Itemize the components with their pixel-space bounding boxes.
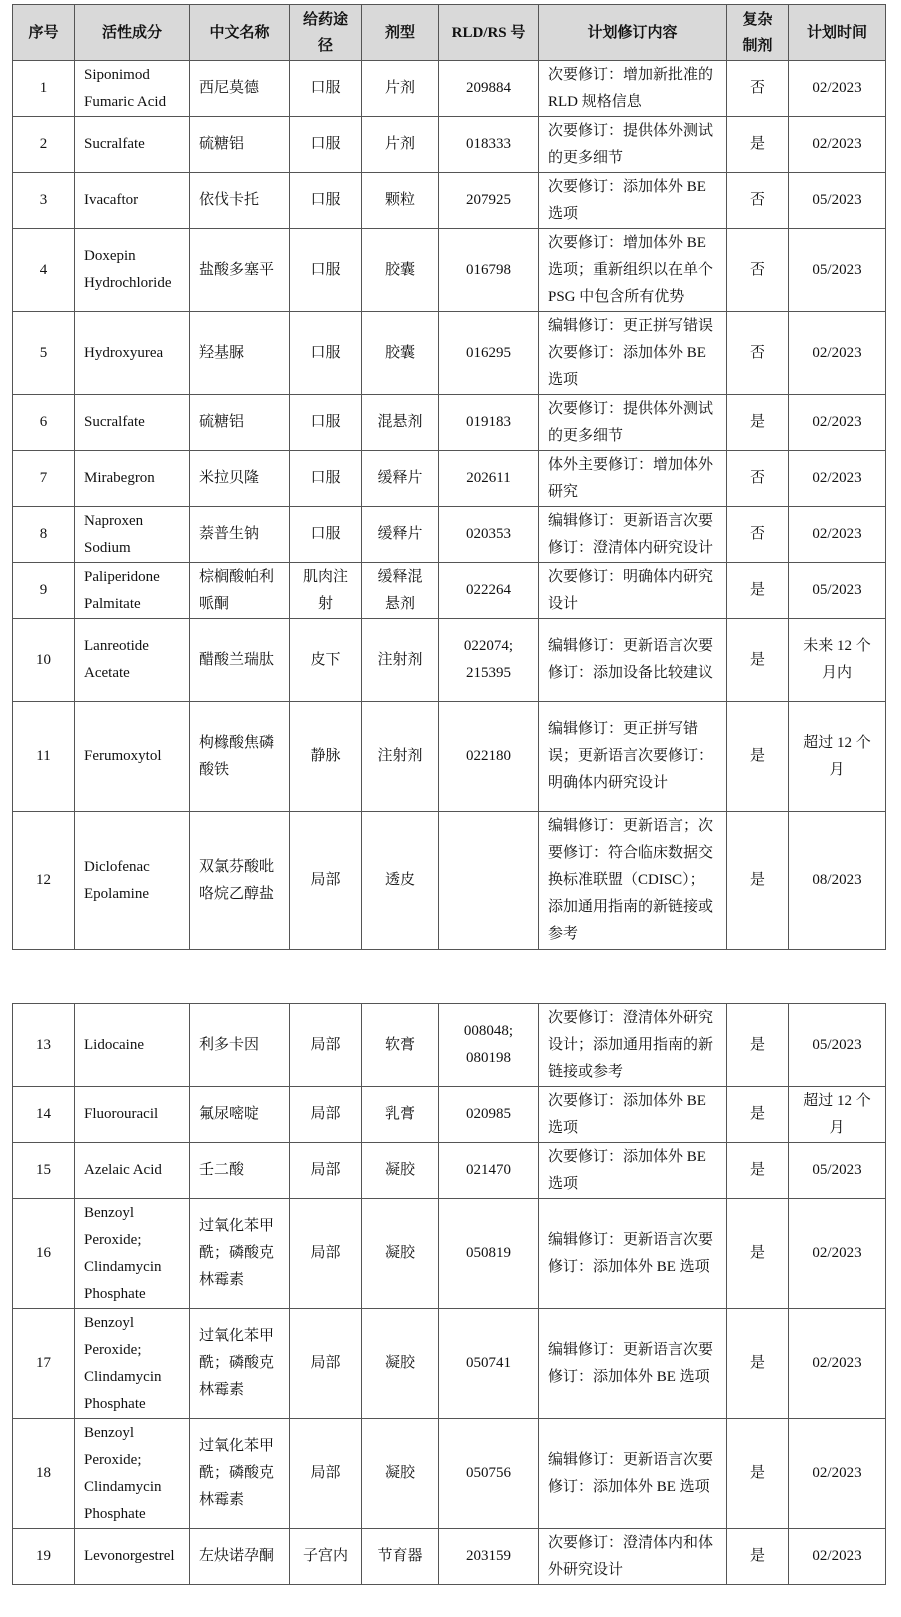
header-cell: 中文名称 xyxy=(190,5,290,61)
table-row xyxy=(13,395,886,451)
complex-product: 是 xyxy=(727,117,789,173)
route: 肌肉注射 xyxy=(290,563,362,619)
planned-date: 05/2023 xyxy=(789,229,886,312)
rld-number: 022180 xyxy=(439,702,539,812)
header-cell: RLD/RS 号 xyxy=(439,5,539,61)
chinese-name: 硫糖铝 xyxy=(190,117,290,173)
row-number: 13 xyxy=(13,1004,75,1087)
route: 局部 xyxy=(290,1309,362,1419)
dosage-form: 胶囊 xyxy=(362,312,439,395)
complex-product: 否 xyxy=(727,61,789,117)
dosage-form: 注射剂 xyxy=(362,702,439,812)
complex-product: 否 xyxy=(727,507,789,563)
planned-date: 超过 12 个月 xyxy=(789,702,886,812)
revision-content: 编辑修订：更新语言次要修订：添加体外 BE 选项 xyxy=(539,1309,727,1419)
row-number: 1 xyxy=(13,61,75,117)
row-number: 14 xyxy=(13,1087,75,1143)
row-number: 16 xyxy=(13,1199,75,1309)
rld-number: 209884 xyxy=(439,61,539,117)
dosage-form: 凝胶 xyxy=(362,1419,439,1529)
complex-product: 是 xyxy=(727,1199,789,1309)
dosage-form: 混悬剂 xyxy=(362,395,439,451)
route: 口服 xyxy=(290,312,362,395)
table-row xyxy=(13,507,886,563)
header-cell: 序号 xyxy=(13,5,75,61)
chinese-name: 硫糖铝 xyxy=(190,395,290,451)
dosage-form: 缓释混悬剂 xyxy=(362,563,439,619)
complex-product: 是 xyxy=(727,1143,789,1199)
row-number: 6 xyxy=(13,395,75,451)
route: 口服 xyxy=(290,61,362,117)
active-ingredient: Mirabegron xyxy=(75,451,190,507)
revision-content: 次要修订：添加体外 BE 选项 xyxy=(539,173,727,229)
revision-content: 次要修订：明确体内研究设计 xyxy=(539,563,727,619)
revision-content: 编辑修订：更新语言次要修订：澄清体内研究设计 xyxy=(539,507,727,563)
complex-product: 是 xyxy=(727,1004,789,1087)
complex-product: 是 xyxy=(727,1087,789,1143)
active-ingredient: Benzoyl Peroxide; Clindamycin Phosphate xyxy=(75,1199,190,1309)
route: 局部 xyxy=(290,812,362,950)
planned-date: 02/2023 xyxy=(789,312,886,395)
route: 局部 xyxy=(290,1087,362,1143)
dosage-form: 节育器 xyxy=(362,1529,439,1585)
psg-revision-table-part-2 xyxy=(12,1003,886,1585)
chinese-name: 羟基脲 xyxy=(190,312,290,395)
dosage-form: 透皮 xyxy=(362,812,439,950)
chinese-name: 醋酸兰瑞肽 xyxy=(190,619,290,702)
dosage-form: 片剂 xyxy=(362,117,439,173)
header-cell: 活性成分 xyxy=(75,5,190,61)
rld-number: 022264 xyxy=(439,563,539,619)
table-row xyxy=(13,1309,886,1419)
rld-number: 021470 xyxy=(439,1143,539,1199)
dosage-form: 乳膏 xyxy=(362,1087,439,1143)
revision-content: 编辑修订：更正拼写错误次要修订：添加体外 BE 选项 xyxy=(539,312,727,395)
table-row xyxy=(13,812,886,950)
row-number: 15 xyxy=(13,1143,75,1199)
complex-product: 是 xyxy=(727,619,789,702)
planned-date: 05/2023 xyxy=(789,173,886,229)
planned-date: 02/2023 xyxy=(789,395,886,451)
rld-number: 050741 xyxy=(439,1309,539,1419)
revision-content: 次要修订：增加体外 BE 选项；重新组织以在单个 PSG 中包含所有优势 xyxy=(539,229,727,312)
row-number: 8 xyxy=(13,507,75,563)
active-ingredient: Fluorouracil xyxy=(75,1087,190,1143)
active-ingredient: Naproxen Sodium xyxy=(75,507,190,563)
header-cell: 给药途径 xyxy=(290,5,362,61)
header-cell: 计划时间 xyxy=(789,5,886,61)
chinese-name: 过氧化苯甲酰；磷酸克林霉素 xyxy=(190,1419,290,1529)
active-ingredient: Siponimod Fumaric Acid xyxy=(75,61,190,117)
route: 口服 xyxy=(290,229,362,312)
dosage-form: 凝胶 xyxy=(362,1143,439,1199)
chinese-name: 过氧化苯甲酰；磷酸克林霉素 xyxy=(190,1199,290,1309)
planned-date: 02/2023 xyxy=(789,451,886,507)
chinese-name: 依伐卡托 xyxy=(190,173,290,229)
table-row xyxy=(13,312,886,395)
complex-product: 否 xyxy=(727,451,789,507)
row-number: 9 xyxy=(13,563,75,619)
revision-content: 编辑修订：更新语言次要修订：添加体外 BE 选项 xyxy=(539,1199,727,1309)
row-number: 3 xyxy=(13,173,75,229)
revision-content: 次要修订：添加体外 BE 选项 xyxy=(539,1143,727,1199)
dosage-form: 凝胶 xyxy=(362,1309,439,1419)
complex-product: 是 xyxy=(727,563,789,619)
revision-content: 次要修订：提供体外测试的更多细节 xyxy=(539,117,727,173)
planned-date: 超过 12 个月 xyxy=(789,1087,886,1143)
table-row xyxy=(13,1004,886,1087)
revision-content: 编辑修订：更新语言；次要修订：符合临床数据交换标准联盟（CDISC）；添加通用指南的新链接或参考 xyxy=(539,812,727,950)
planned-date: 02/2023 xyxy=(789,117,886,173)
active-ingredient: Diclofenac Epolamine xyxy=(75,812,190,950)
rld-number: 022074; 215395 xyxy=(439,619,539,702)
rld-number: 019183 xyxy=(439,395,539,451)
dosage-form: 缓释片 xyxy=(362,451,439,507)
active-ingredient: Paliperidone Palmitate xyxy=(75,563,190,619)
revision-content: 体外主要修订：增加体外研究 xyxy=(539,451,727,507)
chinese-name: 棕榈酸帕利哌酮 xyxy=(190,563,290,619)
planned-date: 08/2023 xyxy=(789,812,886,950)
active-ingredient: Doxepin Hydrochloride xyxy=(75,229,190,312)
route: 局部 xyxy=(290,1004,362,1087)
rld-number: 020353 xyxy=(439,507,539,563)
route: 局部 xyxy=(290,1143,362,1199)
complex-product: 是 xyxy=(727,812,789,950)
revision-content: 次要修订：提供体外测试的更多细节 xyxy=(539,395,727,451)
planned-date: 05/2023 xyxy=(789,1143,886,1199)
rld-number: 020985 xyxy=(439,1087,539,1143)
planned-date: 02/2023 xyxy=(789,1529,886,1585)
rld-number: 207925 xyxy=(439,173,539,229)
table-row xyxy=(13,619,886,702)
route: 口服 xyxy=(290,395,362,451)
row-number: 4 xyxy=(13,229,75,312)
header-cell: 计划修订内容 xyxy=(539,5,727,61)
complex-product: 否 xyxy=(727,229,789,312)
revision-content: 次要修订：澄清体外研究设计；添加通用指南的新链接或参考 xyxy=(539,1004,727,1087)
planned-date: 02/2023 xyxy=(789,1419,886,1529)
row-number: 17 xyxy=(13,1309,75,1419)
rld-number: 050756 xyxy=(439,1419,539,1529)
complex-product: 是 xyxy=(727,1309,789,1419)
route: 口服 xyxy=(290,451,362,507)
row-number: 7 xyxy=(13,451,75,507)
complex-product: 否 xyxy=(727,173,789,229)
rld-number: 018333 xyxy=(439,117,539,173)
chinese-name: 米拉贝隆 xyxy=(190,451,290,507)
route: 子宫内 xyxy=(290,1529,362,1585)
rld-number: 016798 xyxy=(439,229,539,312)
header-cell: 剂型 xyxy=(362,5,439,61)
revision-content: 次要修订：澄清体内和体外研究设计 xyxy=(539,1529,727,1585)
active-ingredient: Hydroxyurea xyxy=(75,312,190,395)
rld-number xyxy=(439,812,539,950)
route: 皮下 xyxy=(290,619,362,702)
psg-revision-table-part-1 xyxy=(12,4,886,950)
table-row xyxy=(13,702,886,812)
active-ingredient: Levonorgestrel xyxy=(75,1529,190,1585)
dosage-form: 胶囊 xyxy=(362,229,439,312)
rld-number: 203159 xyxy=(439,1529,539,1585)
table-row xyxy=(13,1087,886,1143)
row-number: 11 xyxy=(13,702,75,812)
rld-number: 008048; 080198 xyxy=(439,1004,539,1087)
table-row xyxy=(13,563,886,619)
row-number: 5 xyxy=(13,312,75,395)
route: 静脉 xyxy=(290,702,362,812)
dosage-form: 注射剂 xyxy=(362,619,439,702)
table-row xyxy=(13,1199,886,1309)
revision-content: 次要修订：添加体外 BE 选项 xyxy=(539,1087,727,1143)
planned-date: 02/2023 xyxy=(789,61,886,117)
route: 口服 xyxy=(290,173,362,229)
active-ingredient: Azelaic Acid xyxy=(75,1143,190,1199)
table-row xyxy=(13,229,886,312)
planned-date: 02/2023 xyxy=(789,1199,886,1309)
complex-product: 否 xyxy=(727,312,789,395)
chinese-name: 壬二酸 xyxy=(190,1143,290,1199)
table-row xyxy=(13,173,886,229)
revision-content: 编辑修订：更正拼写错误；更新语言次要修订：明确体内研究设计 xyxy=(539,702,727,812)
active-ingredient: Ferumoxytol xyxy=(75,702,190,812)
dosage-form: 片剂 xyxy=(362,61,439,117)
rld-number: 050819 xyxy=(439,1199,539,1309)
table-row xyxy=(13,117,886,173)
active-ingredient: Benzoyl Peroxide; Clindamycin Phosphate xyxy=(75,1309,190,1419)
row-number: 12 xyxy=(13,812,75,950)
row-number: 2 xyxy=(13,117,75,173)
active-ingredient: Ivacaftor xyxy=(75,173,190,229)
table-row xyxy=(13,61,886,117)
chinese-name: 过氧化苯甲酰；磷酸克林霉素 xyxy=(190,1309,290,1419)
complex-product: 是 xyxy=(727,1419,789,1529)
chinese-name: 左炔诺孕酮 xyxy=(190,1529,290,1585)
active-ingredient: Lanreotide Acetate xyxy=(75,619,190,702)
route: 口服 xyxy=(290,117,362,173)
planned-date: 02/2023 xyxy=(789,507,886,563)
dosage-form: 软膏 xyxy=(362,1004,439,1087)
rld-number: 202611 xyxy=(439,451,539,507)
dosage-form: 缓释片 xyxy=(362,507,439,563)
revision-content: 次要修订：增加新批准的RLD 规格信息 xyxy=(539,61,727,117)
chinese-name: 西尼莫德 xyxy=(190,61,290,117)
table-row xyxy=(13,1143,886,1199)
rld-number: 016295 xyxy=(439,312,539,395)
planned-date: 05/2023 xyxy=(789,563,886,619)
active-ingredient: Lidocaine xyxy=(75,1004,190,1087)
chinese-name: 盐酸多塞平 xyxy=(190,229,290,312)
active-ingredient: Sucralfate xyxy=(75,117,190,173)
complex-product: 是 xyxy=(727,702,789,812)
dosage-form: 凝胶 xyxy=(362,1199,439,1309)
table-row xyxy=(13,451,886,507)
row-number: 19 xyxy=(13,1529,75,1585)
complex-product: 是 xyxy=(727,1529,789,1585)
revision-content: 编辑修订：更新语言次要修订：添加设备比较建议 xyxy=(539,619,727,702)
header-cell: 复杂制剂 xyxy=(727,5,789,61)
row-number: 18 xyxy=(13,1419,75,1529)
chinese-name: 萘普生钠 xyxy=(190,507,290,563)
planned-date: 未来 12 个月内 xyxy=(789,619,886,702)
table-header-row xyxy=(13,5,886,61)
chinese-name: 氟尿嘧啶 xyxy=(190,1087,290,1143)
active-ingredient: Benzoyl Peroxide; Clindamycin Phosphate xyxy=(75,1419,190,1529)
row-number: 10 xyxy=(13,619,75,702)
active-ingredient: Sucralfate xyxy=(75,395,190,451)
table-row xyxy=(13,1529,886,1585)
chinese-name: 双氯芬酸吡咯烷乙醇盐 xyxy=(190,812,290,950)
table-row xyxy=(13,1419,886,1529)
planned-date: 02/2023 xyxy=(789,1309,886,1419)
planned-date: 05/2023 xyxy=(789,1004,886,1087)
revision-content: 编辑修订：更新语言次要修订：添加体外 BE 选项 xyxy=(539,1419,727,1529)
chinese-name: 利多卡因 xyxy=(190,1004,290,1087)
route: 口服 xyxy=(290,507,362,563)
route: 局部 xyxy=(290,1199,362,1309)
complex-product: 是 xyxy=(727,395,789,451)
chinese-name: 枸橼酸焦磷酸铁 xyxy=(190,702,290,812)
dosage-form: 颗粒 xyxy=(362,173,439,229)
route: 局部 xyxy=(290,1419,362,1529)
